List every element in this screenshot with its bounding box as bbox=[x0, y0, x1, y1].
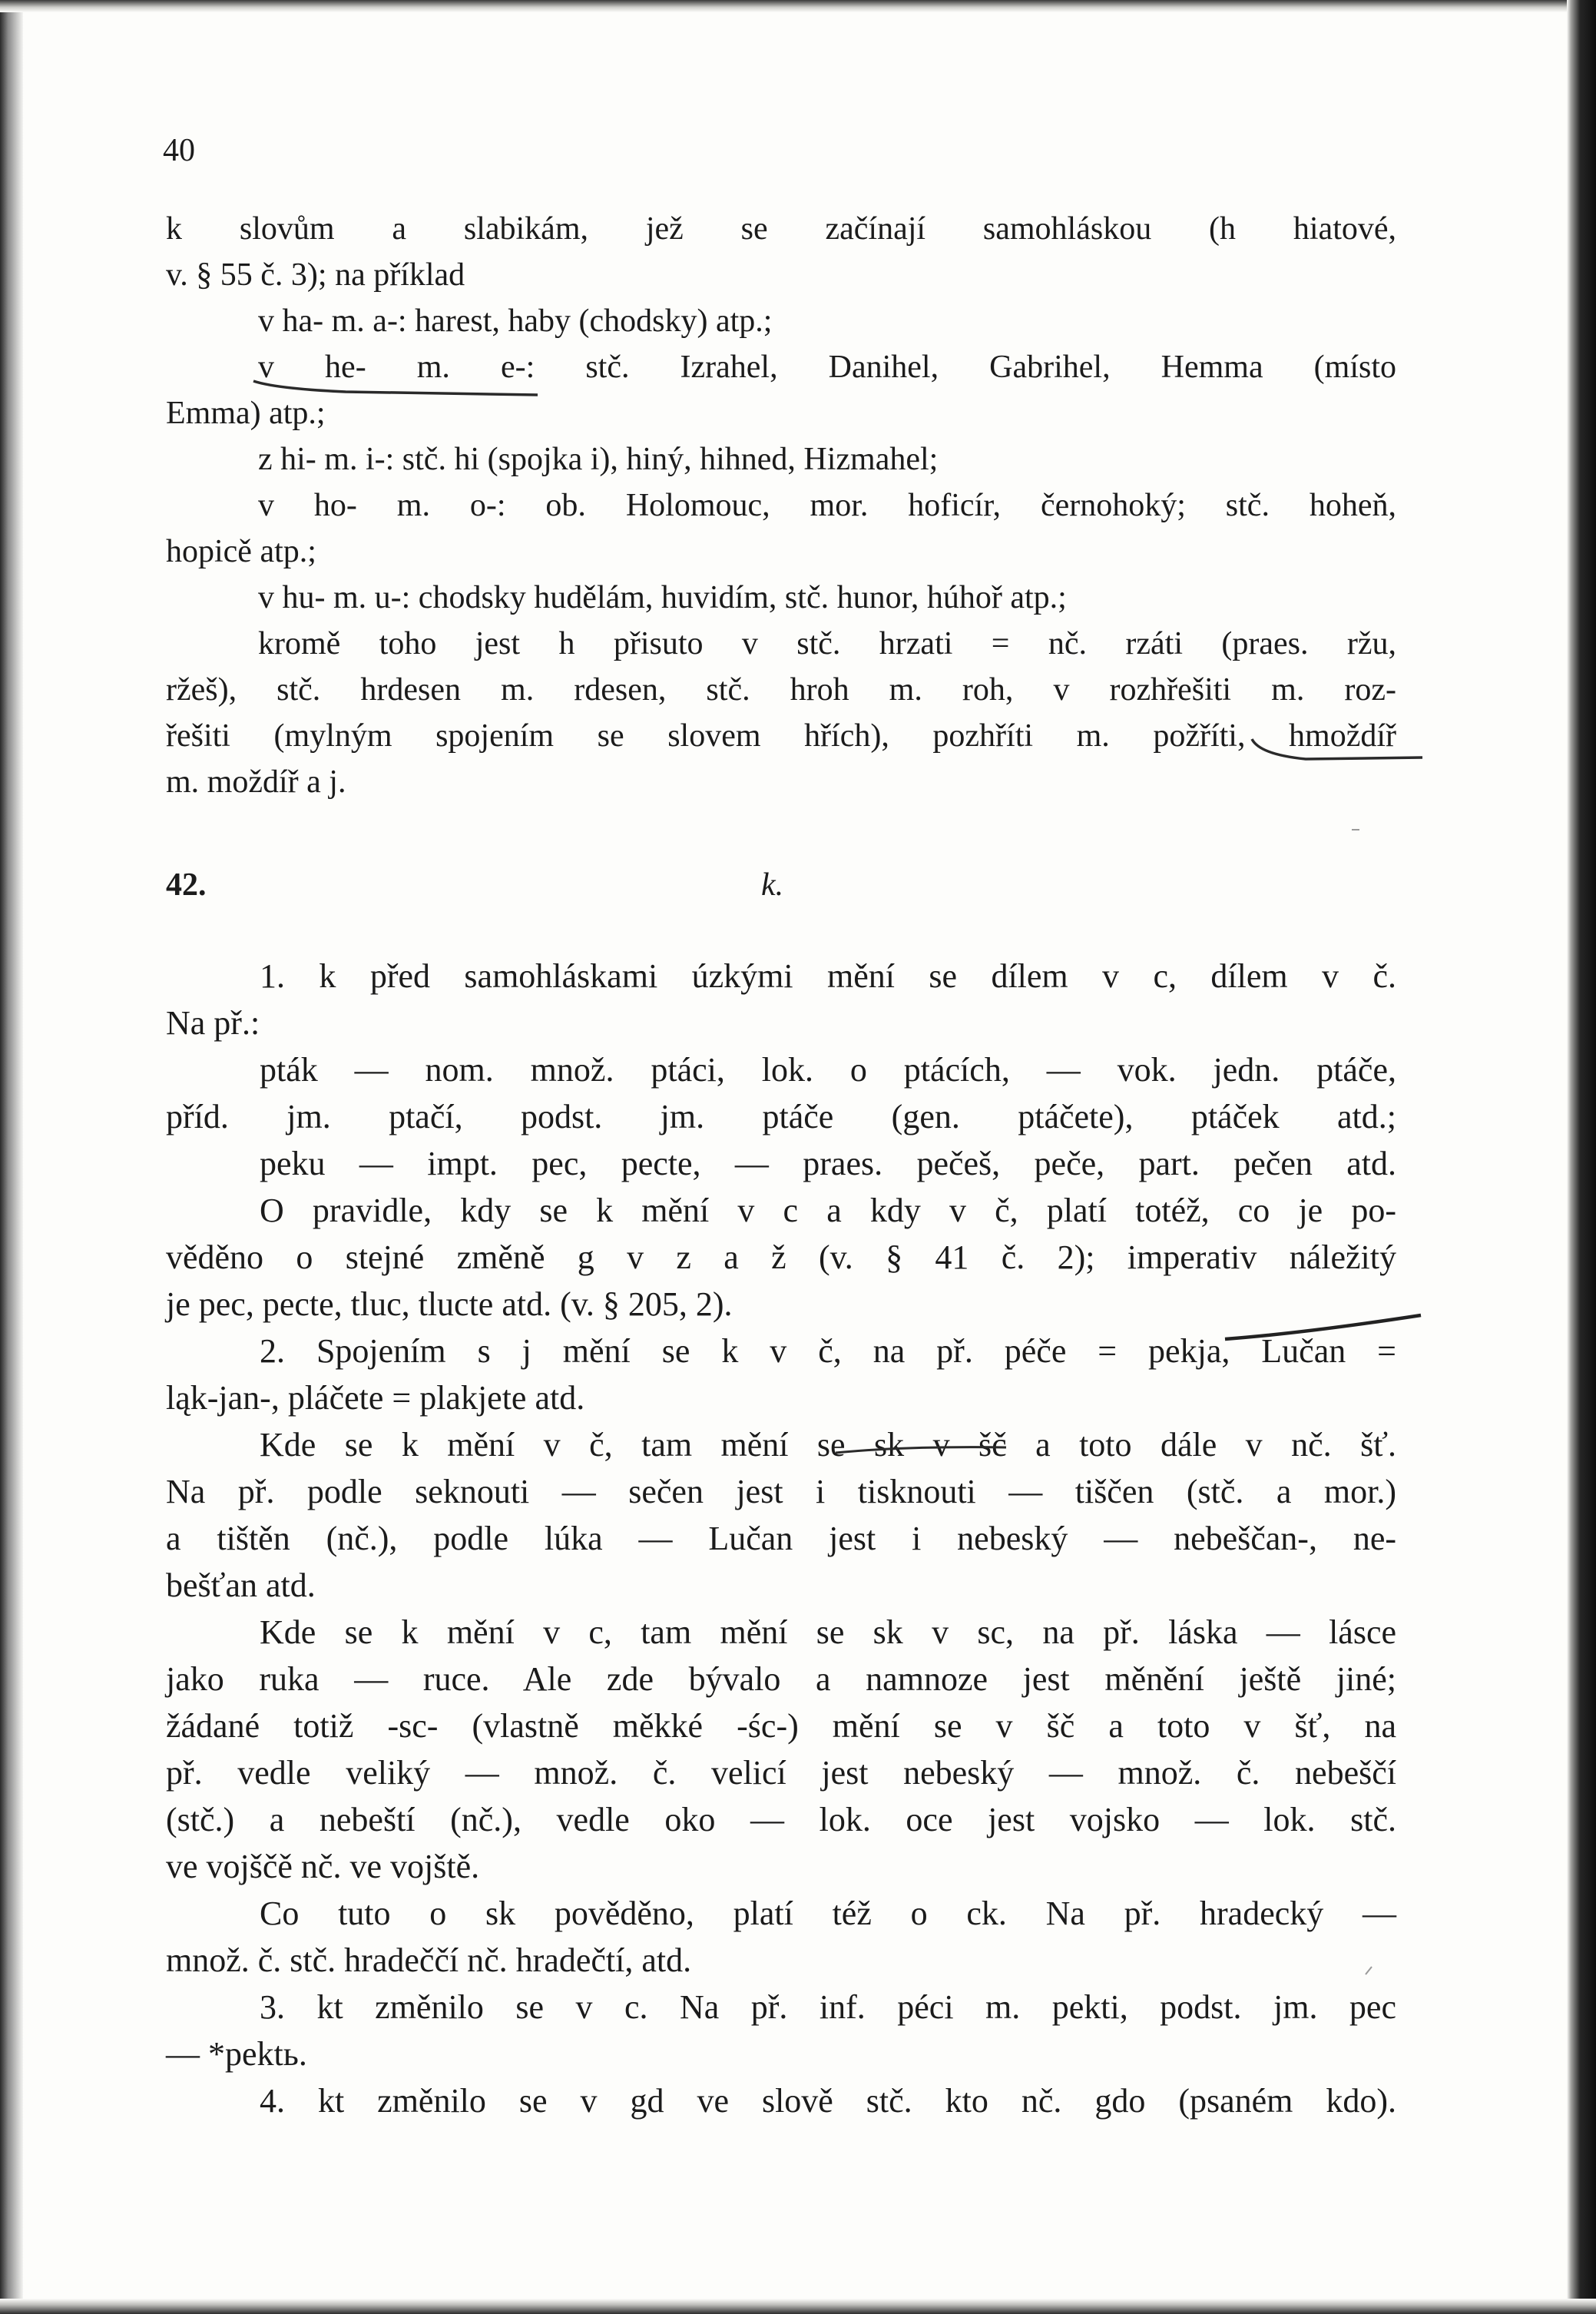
text-line: množ. č. stč. hradeččí nč. hradečtí, atd. bbox=[166, 1941, 692, 1979]
text-line: příd. jm. ptačí, podst. jm. ptáče (gen. ptáčete), ptáček atd.; bbox=[166, 1098, 1396, 1135]
text-line: k slovům a slabikám, jež se začínají samohláskou (h hiatové, bbox=[166, 211, 1396, 247]
intro-paragraph bbox=[166, 206, 1396, 805]
scan-edge-top bbox=[0, 0, 1596, 12]
section-number: 42. bbox=[166, 867, 207, 903]
text-line: ląk-jan-, pláčete = plakjete atd. bbox=[166, 1379, 585, 1417]
page-number: 40 bbox=[163, 133, 195, 168]
text-line: Co tuto o sk pověděno, platí též o ck. Na př. hradecký — bbox=[260, 1895, 1396, 1932]
text-line: v hu- m. u-: chodsky hudělám, huvidím, stč. hunor, húhoř atp.; bbox=[258, 580, 1067, 615]
scan-edge-bottom bbox=[0, 2299, 1596, 2314]
text-line: řešiti (mylným spojením se slovem hřích), pozhříti m. požříti, hmoždíř bbox=[166, 718, 1396, 754]
text-line: 4. kt změnilo se v gd ve slově stč. kto nč. gdo (psaném kdo). bbox=[260, 2082, 1396, 2120]
text-line: věděno o stejné změně g v z a ž (v. § 41 č. 2); imperativ náležitý bbox=[166, 1238, 1396, 1276]
text-line: ržeš), stč. hrdesen m. rdesen, stč. hroh m. roh, v rozhřešiti m. roz- bbox=[166, 672, 1396, 708]
text-line: a tištěn (nč.), podle lúka — Lučan jest i nebeský — nebeščan-, ne- bbox=[166, 1520, 1396, 1557]
text-line: v. § 55 č. 3); na příklad bbox=[166, 257, 465, 293]
text-line: v he- m. e-: stč. Izrahel, Danihel, Gabrihel, Hemma (místo bbox=[258, 350, 1396, 385]
text-line: př. vedle veliký — množ. č. velicí jest nebeský — množ. č. nebeščí bbox=[166, 1754, 1396, 1792]
text-line: Na př. podle seknouti — sečen jest i tisknouti — tiščen (stč. a mor.) bbox=[166, 1473, 1396, 1510]
text-line: Emma) atp.; bbox=[166, 396, 326, 431]
text-line: m. moždíř a j. bbox=[166, 764, 346, 800]
scan-edge-left bbox=[0, 0, 23, 2314]
scan-edge-right bbox=[1567, 0, 1596, 2314]
section-body bbox=[166, 953, 1396, 2124]
text-line: peku — impt. pec, pecte, — praes. pečeš, peče, part. pečen atd. bbox=[260, 1145, 1396, 1182]
text-line: (stč.) a nebeští (nč.), vedle oko — lok. oce jest vojsko — lok. stč. bbox=[166, 1801, 1396, 1838]
text-line: v ho- m. o-: ob. Holomouc, mor. hoficír, černohoký; stč. hoheň, bbox=[258, 488, 1396, 523]
text-line: je pec, pecte, tluc, tlucte atd. (v. § 205, 2). bbox=[166, 1285, 733, 1323]
text-line: — *pektь. bbox=[166, 2035, 307, 2073]
text-line: bešťan atd. bbox=[166, 1566, 316, 1604]
text-line: v ha- m. a-: harest, haby (chodsky) atp.; bbox=[258, 303, 773, 339]
text-line: z hi- m. i-: stč. hi (spojka i), hiný, hihned, Hizmahel; bbox=[258, 442, 939, 477]
text-line: žádané totiž -sc- (vlastně měkké -śc-) mění se v šč a toto v šť, na bbox=[166, 1707, 1396, 1745]
text-line: Kde se k mění v č, tam mění se sk v šč a toto dále v nč. šť. bbox=[260, 1426, 1396, 1464]
section-title: k. bbox=[761, 867, 784, 903]
text-line: O pravidle, kdy se k mění v c a kdy v č, platí totéž, co je po- bbox=[260, 1192, 1396, 1229]
text-line: hopicě atp.; bbox=[166, 534, 316, 569]
text-line: kromě toho jest h přisuto v stč. hrzati = nč. rzáti (praes. ržu, bbox=[258, 626, 1396, 661]
text-line: jako ruka — ruce. Ale zde bývalo a namnoze jest měnění ještě jiné; bbox=[166, 1660, 1396, 1698]
text-line: Na př.: bbox=[166, 1004, 260, 1042]
text-line: 1. k před samohláskami úzkými mění se dílem v c, dílem v č. bbox=[260, 957, 1396, 995]
text-line: pták — nom. množ. ptáci, lok. o ptácích, — vok. jedn. ptáče, bbox=[260, 1051, 1396, 1089]
text-line: ve vojščě nč. ve vojště. bbox=[166, 1848, 480, 1885]
text-line: 3. kt změnilo se v c. Na př. inf. péci m. pekti, podst. jm. pec bbox=[260, 1988, 1396, 2026]
text-line: Kde se k mění v c, tam mění se sk v sc, na př. láska — lásce bbox=[260, 1613, 1396, 1651]
text-line: 2. Spojením s j mění se k v č, na př. péče = pekja, Lučan = bbox=[260, 1332, 1396, 1370]
section-heading bbox=[166, 867, 1396, 913]
